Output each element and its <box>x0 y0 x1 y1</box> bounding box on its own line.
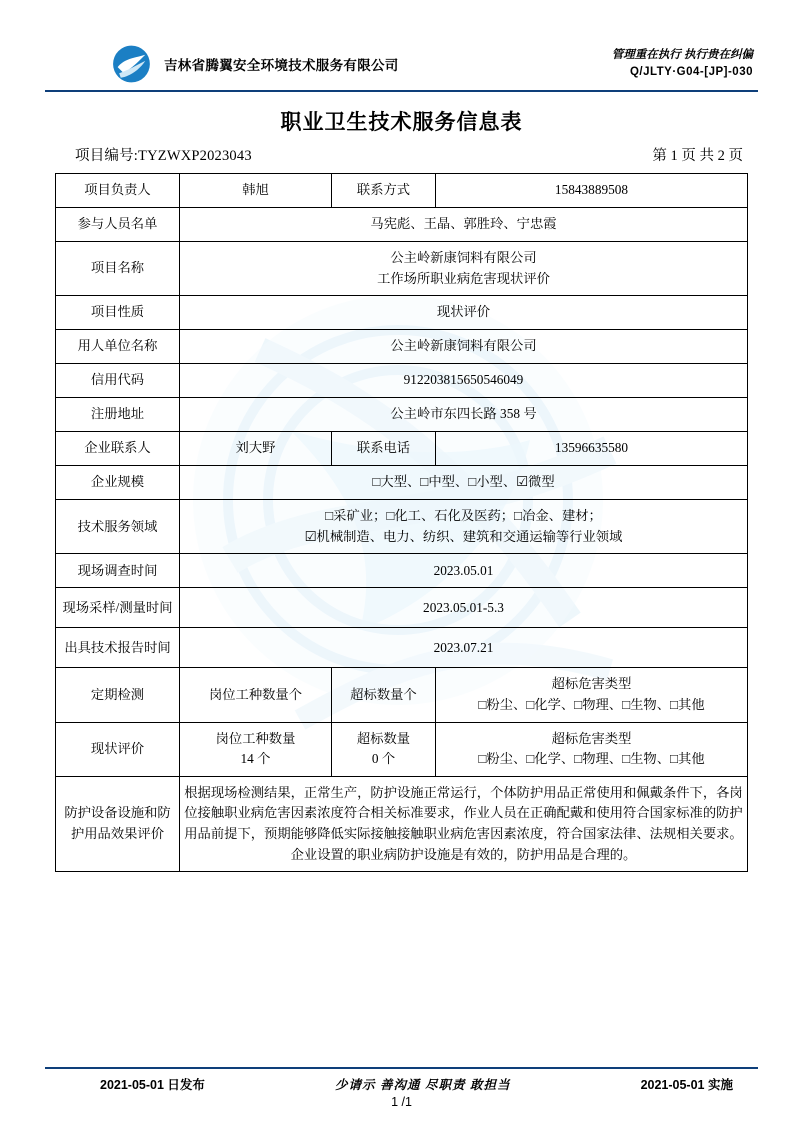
table-row <box>56 398 748 432</box>
table-row <box>56 668 748 722</box>
company-name: 吉林省腾翼安全环境技术服务有限公司 <box>164 58 399 73</box>
cell-periodic-label: 定期检测 <box>56 668 180 722</box>
doc-code-block <box>612 47 753 82</box>
page-footer <box>0 1067 803 1109</box>
cell-scale-label: 企业规模 <box>56 466 180 500</box>
table-row <box>56 500 748 554</box>
current-type-title: 超标危害类型 <box>551 730 632 746</box>
cell-effect-label: 防护设备设施和防护用品效果评价 <box>56 776 180 871</box>
cell-sampling-time-value: 2023.05.01-5.3 <box>180 588 748 628</box>
table-row <box>56 296 748 330</box>
cell-credit-value: 912203815650546049 <box>180 364 748 398</box>
table-row <box>56 588 748 628</box>
project-number: 项目编号:TYZWXP2023043 <box>75 148 252 164</box>
cell-nature-label: 项目性质 <box>56 296 180 330</box>
page-header <box>0 0 803 88</box>
table-row <box>56 174 748 208</box>
cell-periodic-type <box>436 668 748 722</box>
footer-effective-date: 2021-05-01 实施 <box>640 1078 733 1092</box>
cell-current-type <box>436 722 748 776</box>
table-row <box>56 364 748 398</box>
cell-effect-value: 根据现场检测结果，正常生产，防护设施正常运行，个体防护用品正常使用和佩戴条件下，各岗位接触职业病危害因素浓度符合相关标准要求，作业人员在正确配戴和使用符合国家标准的防护用品前提下，预期能够降低实际接触接触职业病危害因素浓度，符合国家法律、法规相关要求。企业设置的职业病防护设施是有效的，防护用品是合理的。 <box>180 776 748 871</box>
brand <box>110 44 399 84</box>
cell-project-name-label: 项目名称 <box>56 242 180 296</box>
cell-report-time-label: 出具技术报告时间 <box>56 628 180 668</box>
info-table <box>55 173 748 872</box>
periodic-type-options: □粉尘、□化学、□物理、□生物、□其他 <box>478 697 705 713</box>
cell-employer-label: 用人单位名称 <box>56 330 180 364</box>
cell-address-label: 注册地址 <box>56 398 180 432</box>
page-title: 职业卫生技术服务信息表 <box>280 110 523 134</box>
cell-scale-options: □大型、□中型、□小型、☑微型 <box>180 466 748 500</box>
table-row <box>56 242 748 296</box>
header-divider <box>45 90 758 92</box>
cell-ent-contact-value: 刘大野 <box>180 432 332 466</box>
cell-nature-value: 现状评价 <box>180 296 748 330</box>
table-row <box>56 776 748 871</box>
cell-current-label: 现状评价 <box>56 722 180 776</box>
cell-contact-value: 15843889508 <box>436 174 748 208</box>
cell-periodic-posts: 岗位工种数量个 <box>180 668 332 722</box>
current-over-line1: 超标数量 <box>356 730 411 746</box>
table-row <box>56 208 748 242</box>
cell-ent-phone-value: 13596635580 <box>436 432 748 466</box>
cell-field-label: 技术服务领域 <box>56 500 180 554</box>
table-row <box>56 628 748 668</box>
cell-report-time-value: 2023.07.21 <box>180 628 748 668</box>
cell-current-posts <box>180 722 332 776</box>
cell-field-options <box>180 500 748 554</box>
cell-ent-contact-label: 企业联系人 <box>56 432 180 466</box>
cell-survey-time-value: 2023.05.01 <box>180 554 748 588</box>
cell-employer-value: 公主岭新康饲料有限公司 <box>180 330 748 364</box>
slogan: 管理重在执行 执行贵在纠偏 <box>611 48 753 61</box>
field-options-line1: □采矿业；□化工、石化及医药；□冶金、建材； <box>325 508 602 524</box>
cell-project-name-value <box>180 242 748 296</box>
footer-slogan: 少请示 善沟通 尽职责 敢担当 <box>335 1078 511 1092</box>
page-indicator: 第 1 页 共 2 页 <box>652 148 743 164</box>
cell-credit-label: 信用代码 <box>56 364 180 398</box>
cell-survey-time-label: 现场调查时间 <box>56 554 180 588</box>
current-type-options: □粉尘、□化学、□物理、□生物、□其他 <box>478 751 705 767</box>
cell-members-label: 参与人员名单 <box>56 208 180 242</box>
cell-ent-phone-label: 联系电话 <box>332 432 436 466</box>
current-over-line2: 0 个 <box>371 751 396 767</box>
cell-leader-label: 项目负责人 <box>56 174 180 208</box>
project-name-line2: 工作场所职业病危害现状评价 <box>377 270 550 286</box>
doc-code: Q/JLTY·G04-[JP]-030 <box>629 66 753 78</box>
footer-issue-date: 2021-05-01 日发布 <box>100 1078 205 1092</box>
table-row <box>56 722 748 776</box>
project-name-line1: 公主岭新康饲料有限公司 <box>390 250 537 265</box>
title-subline <box>0 144 803 165</box>
cell-periodic-over: 超标数量个 <box>332 668 436 722</box>
wave-logo-icon <box>110 44 156 84</box>
footer-page-number: 1 /1 <box>391 1095 412 1109</box>
cell-members-value: 马宪彪、王晶、郭胜玲、宁忠霞 <box>180 208 748 242</box>
field-options-line2: ☑机械制造、电力、纺织、建筑和交通运输等行业领域 <box>304 528 623 544</box>
cell-current-over <box>332 722 436 776</box>
current-posts-line2: 14 个 <box>240 751 271 767</box>
current-posts-line1: 岗位工种数量 <box>215 730 296 746</box>
table-row <box>56 554 748 588</box>
cell-leader-value: 韩旭 <box>180 174 332 208</box>
cell-address-value: 公主岭市东四长路 358 号 <box>180 398 748 432</box>
cell-contact-label: 联系方式 <box>332 174 436 208</box>
table-row <box>56 432 748 466</box>
table-row <box>56 330 748 364</box>
table-row <box>56 466 748 500</box>
periodic-type-title: 超标危害类型 <box>551 676 632 692</box>
cell-sampling-time-label: 现场采样/测量时间 <box>56 588 180 628</box>
